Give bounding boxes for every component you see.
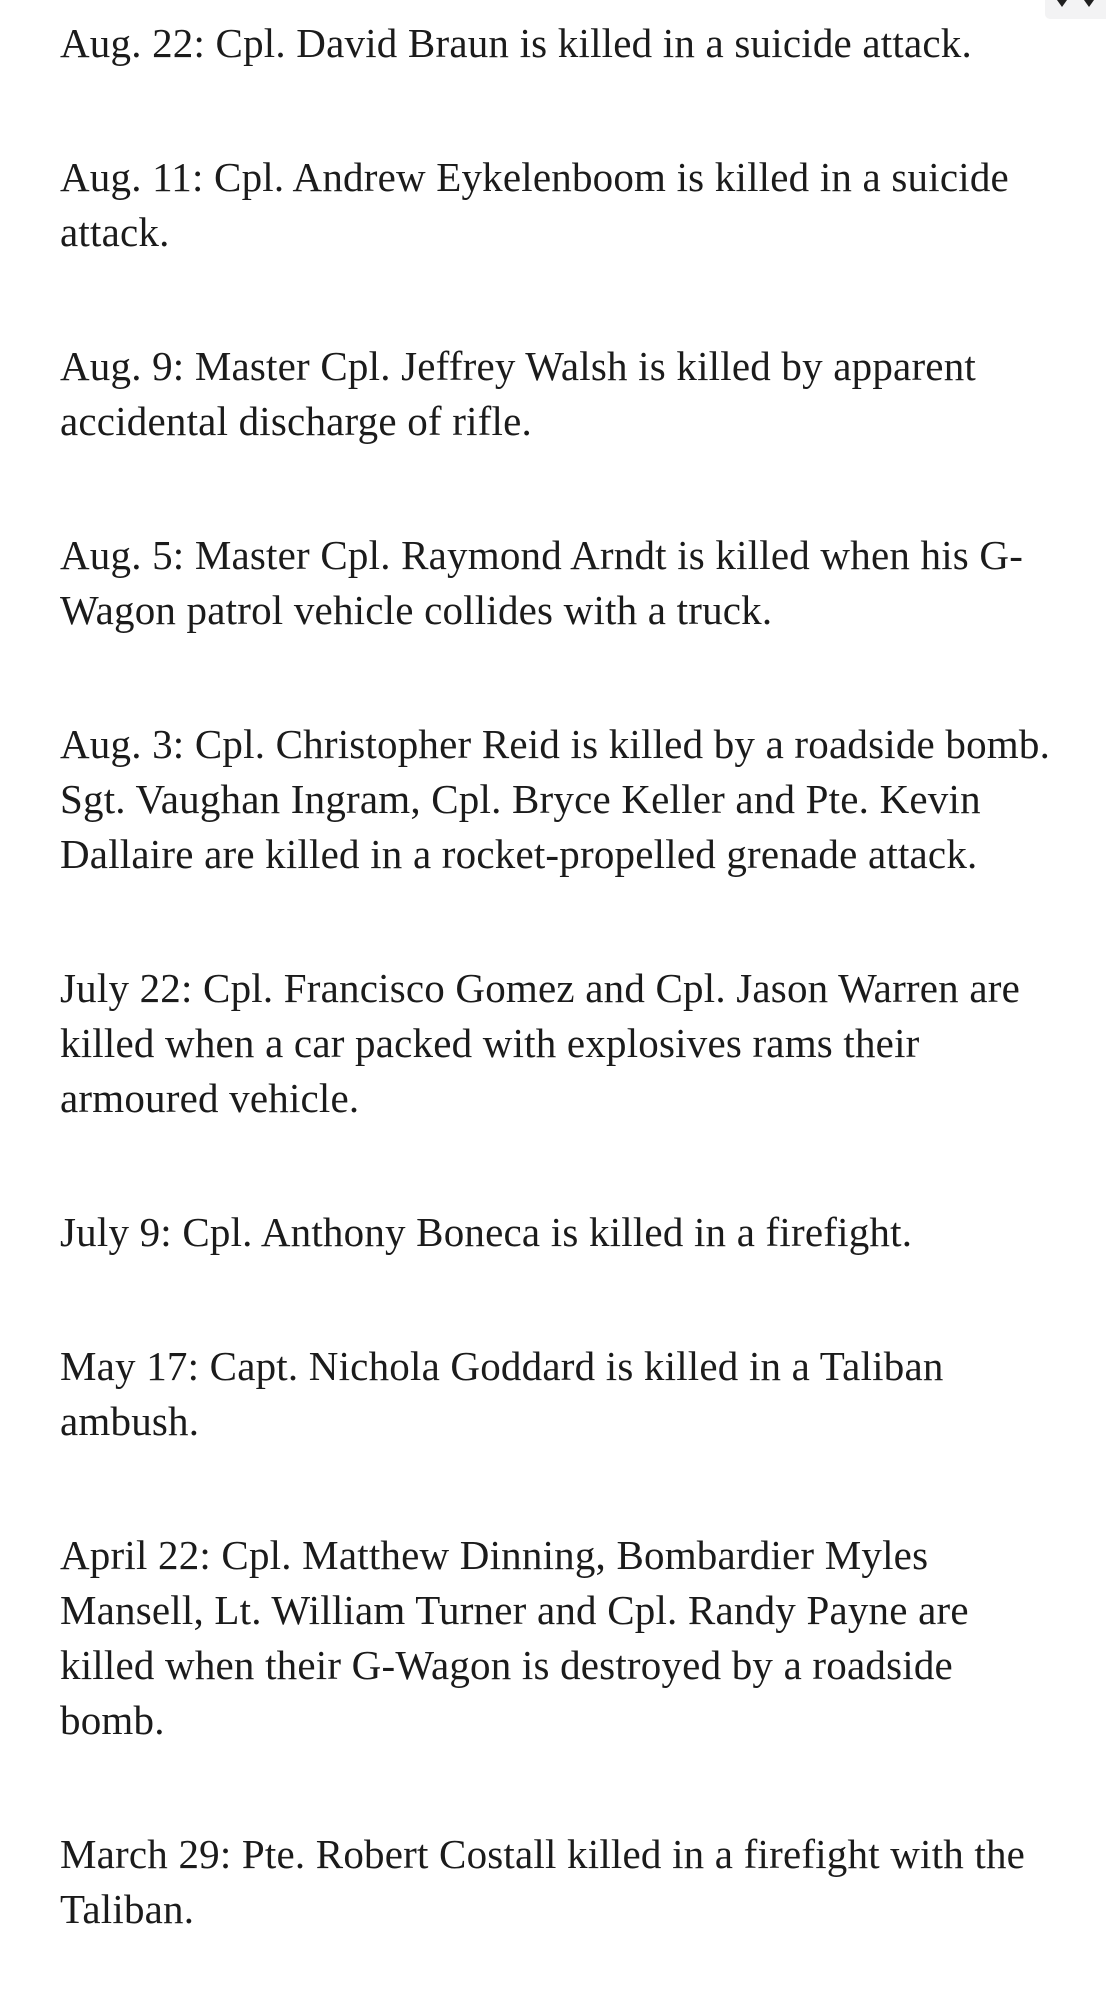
timeline-paragraph: April 22: Cpl. Matthew Dinning, Bombardier Myles Mansell, Lt. William Turner and Cpl. Randy Payne are killed when their G-Wagon is destroyed by a roadside bomb. <box>60 1532 969 1743</box>
timeline-paragraph: July 22: Cpl. Francisco Gomez and Cpl. Jason Warren are killed when a car packed with explosives rams their armoured vehicle. <box>60 965 1020 1121</box>
timeline-paragraph: March 29: Pte. Robert Costall killed in a firefight with the Taliban. <box>60 1831 1026 1932</box>
truncated-control-top-right[interactable] <box>1045 0 1106 19</box>
timeline-paragraph: Aug. 3: Cpl. Christopher Reid is killed by a roadside bomb. Sgt. Vaughan Ingram, Cpl. Bryce Keller and Pte. Kevin Dallaire are killed in a rocket-propelled grenade attack. <box>60 721 1051 877</box>
glyph-fragment-icon <box>1084 0 1094 7</box>
glyph-fragment-icon <box>1057 0 1067 7</box>
timeline-paragraph: May 17: Capt. Nichola Goddard is killed in a Taliban ambush. <box>60 1343 944 1444</box>
timeline-paragraph: Aug. 9: Master Cpl. Jeffrey Walsh is killed by apparent accidental discharge of rifle. <box>60 343 976 444</box>
timeline-paragraph: July 9: Cpl. Anthony Boneca is killed in a firefight. <box>60 1209 913 1255</box>
timeline-paragraph: Aug. 5: Master Cpl. Raymond Arndt is killed when his G-Wagon patrol vehicle collides with a truck. <box>60 532 1024 633</box>
timeline-paragraph: Aug. 11: Cpl. Andrew Eykelenboom is killed in a suicide attack. <box>60 154 1009 255</box>
timeline-paragraph: Aug. 22: Cpl. David Braun is killed in a suicide attack. <box>60 20 972 66</box>
